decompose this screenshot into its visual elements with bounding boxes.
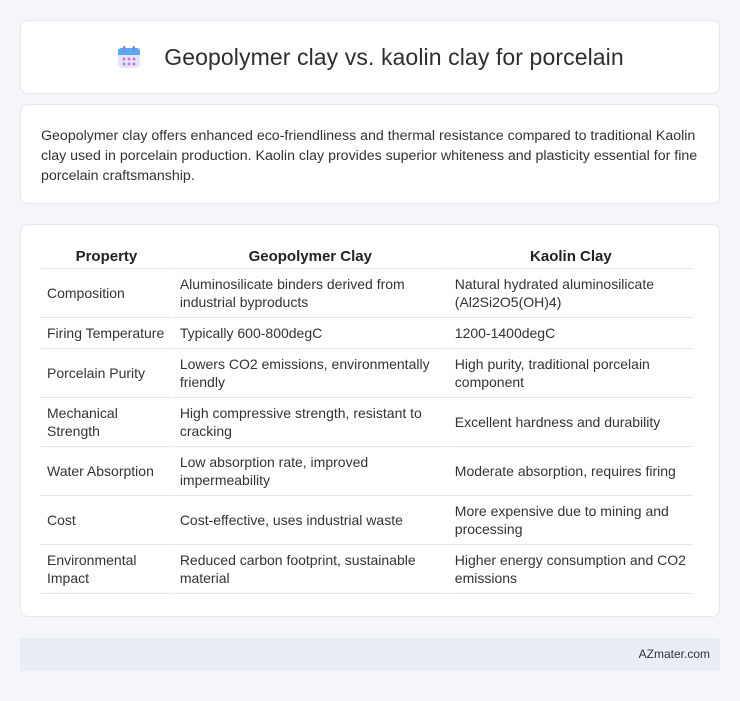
table-row bbox=[41, 545, 693, 594]
kaolin-cell: Moderate absorption, requires firing bbox=[449, 447, 693, 496]
kaolin-cell: 1200-1400degC bbox=[449, 318, 693, 349]
geopolymer-cell: Aluminosilicate binders derived from industrial byproducts bbox=[174, 269, 447, 318]
geopolymer-cell: High compressive strength, resistant to cracking bbox=[174, 398, 447, 447]
table-row bbox=[41, 398, 693, 447]
property-cell: Porcelain Purity bbox=[41, 349, 172, 398]
geopolymer-cell: Low absorption rate, improved impermeability bbox=[174, 447, 447, 496]
header-kaolin: Kaolin Clay bbox=[449, 242, 693, 269]
geopolymer-cell: Cost-effective, uses industrial waste bbox=[174, 496, 447, 545]
geopolymer-cell: Lowers CO2 emissions, environmentally friendly bbox=[174, 349, 447, 398]
comparison-table-card bbox=[20, 224, 720, 617]
summary-text: Geopolymer clay offers enhanced eco-friendliness and thermal resistance compared to traditional Kaolin clay used in porcelain production. Kaolin clay provides superior whiteness and plasticity essential for fine porcelain craftsmanship. bbox=[41, 128, 698, 184]
table-row bbox=[41, 496, 693, 545]
header-property: Property bbox=[41, 242, 172, 269]
footer-brand[interactable]: AZmater.com bbox=[638, 647, 710, 661]
property-cell: Mechanical Strength bbox=[41, 398, 172, 447]
footer-bar bbox=[20, 638, 720, 671]
geopolymer-cell: Typically 600-800degC bbox=[174, 318, 447, 349]
kaolin-cell: Higher energy consumption and CO2 emissions bbox=[449, 545, 693, 594]
kaolin-cell: Natural hydrated aluminosilicate (Al2Si2O5(OH)4) bbox=[449, 269, 693, 318]
kaolin-cell: Excellent hardness and durability bbox=[449, 398, 693, 447]
table-row bbox=[41, 447, 693, 496]
header-geopolymer: Geopolymer Clay bbox=[174, 242, 447, 269]
table-row bbox=[41, 269, 693, 318]
property-cell: Cost bbox=[41, 496, 172, 545]
geopolymer-cell: Reduced carbon footprint, sustainable material bbox=[174, 545, 447, 594]
kaolin-cell: More expensive due to mining and processing bbox=[449, 496, 693, 545]
title-card bbox=[20, 20, 720, 94]
table-row bbox=[41, 349, 693, 398]
property-cell: Composition bbox=[41, 269, 172, 318]
property-cell: Water Absorption bbox=[41, 447, 172, 496]
property-cell: Environmental Impact bbox=[41, 545, 172, 594]
table-row bbox=[41, 318, 693, 349]
comparison-table bbox=[39, 242, 695, 594]
calendar-icon bbox=[116, 44, 142, 70]
property-cell: Firing Temperature bbox=[41, 318, 172, 349]
summary-card bbox=[20, 104, 720, 204]
kaolin-cell: High purity, traditional porcelain component bbox=[449, 349, 693, 398]
page-title: Geopolymer clay vs. kaolin clay for porcelain bbox=[164, 43, 624, 70]
table-header-row bbox=[41, 242, 693, 269]
